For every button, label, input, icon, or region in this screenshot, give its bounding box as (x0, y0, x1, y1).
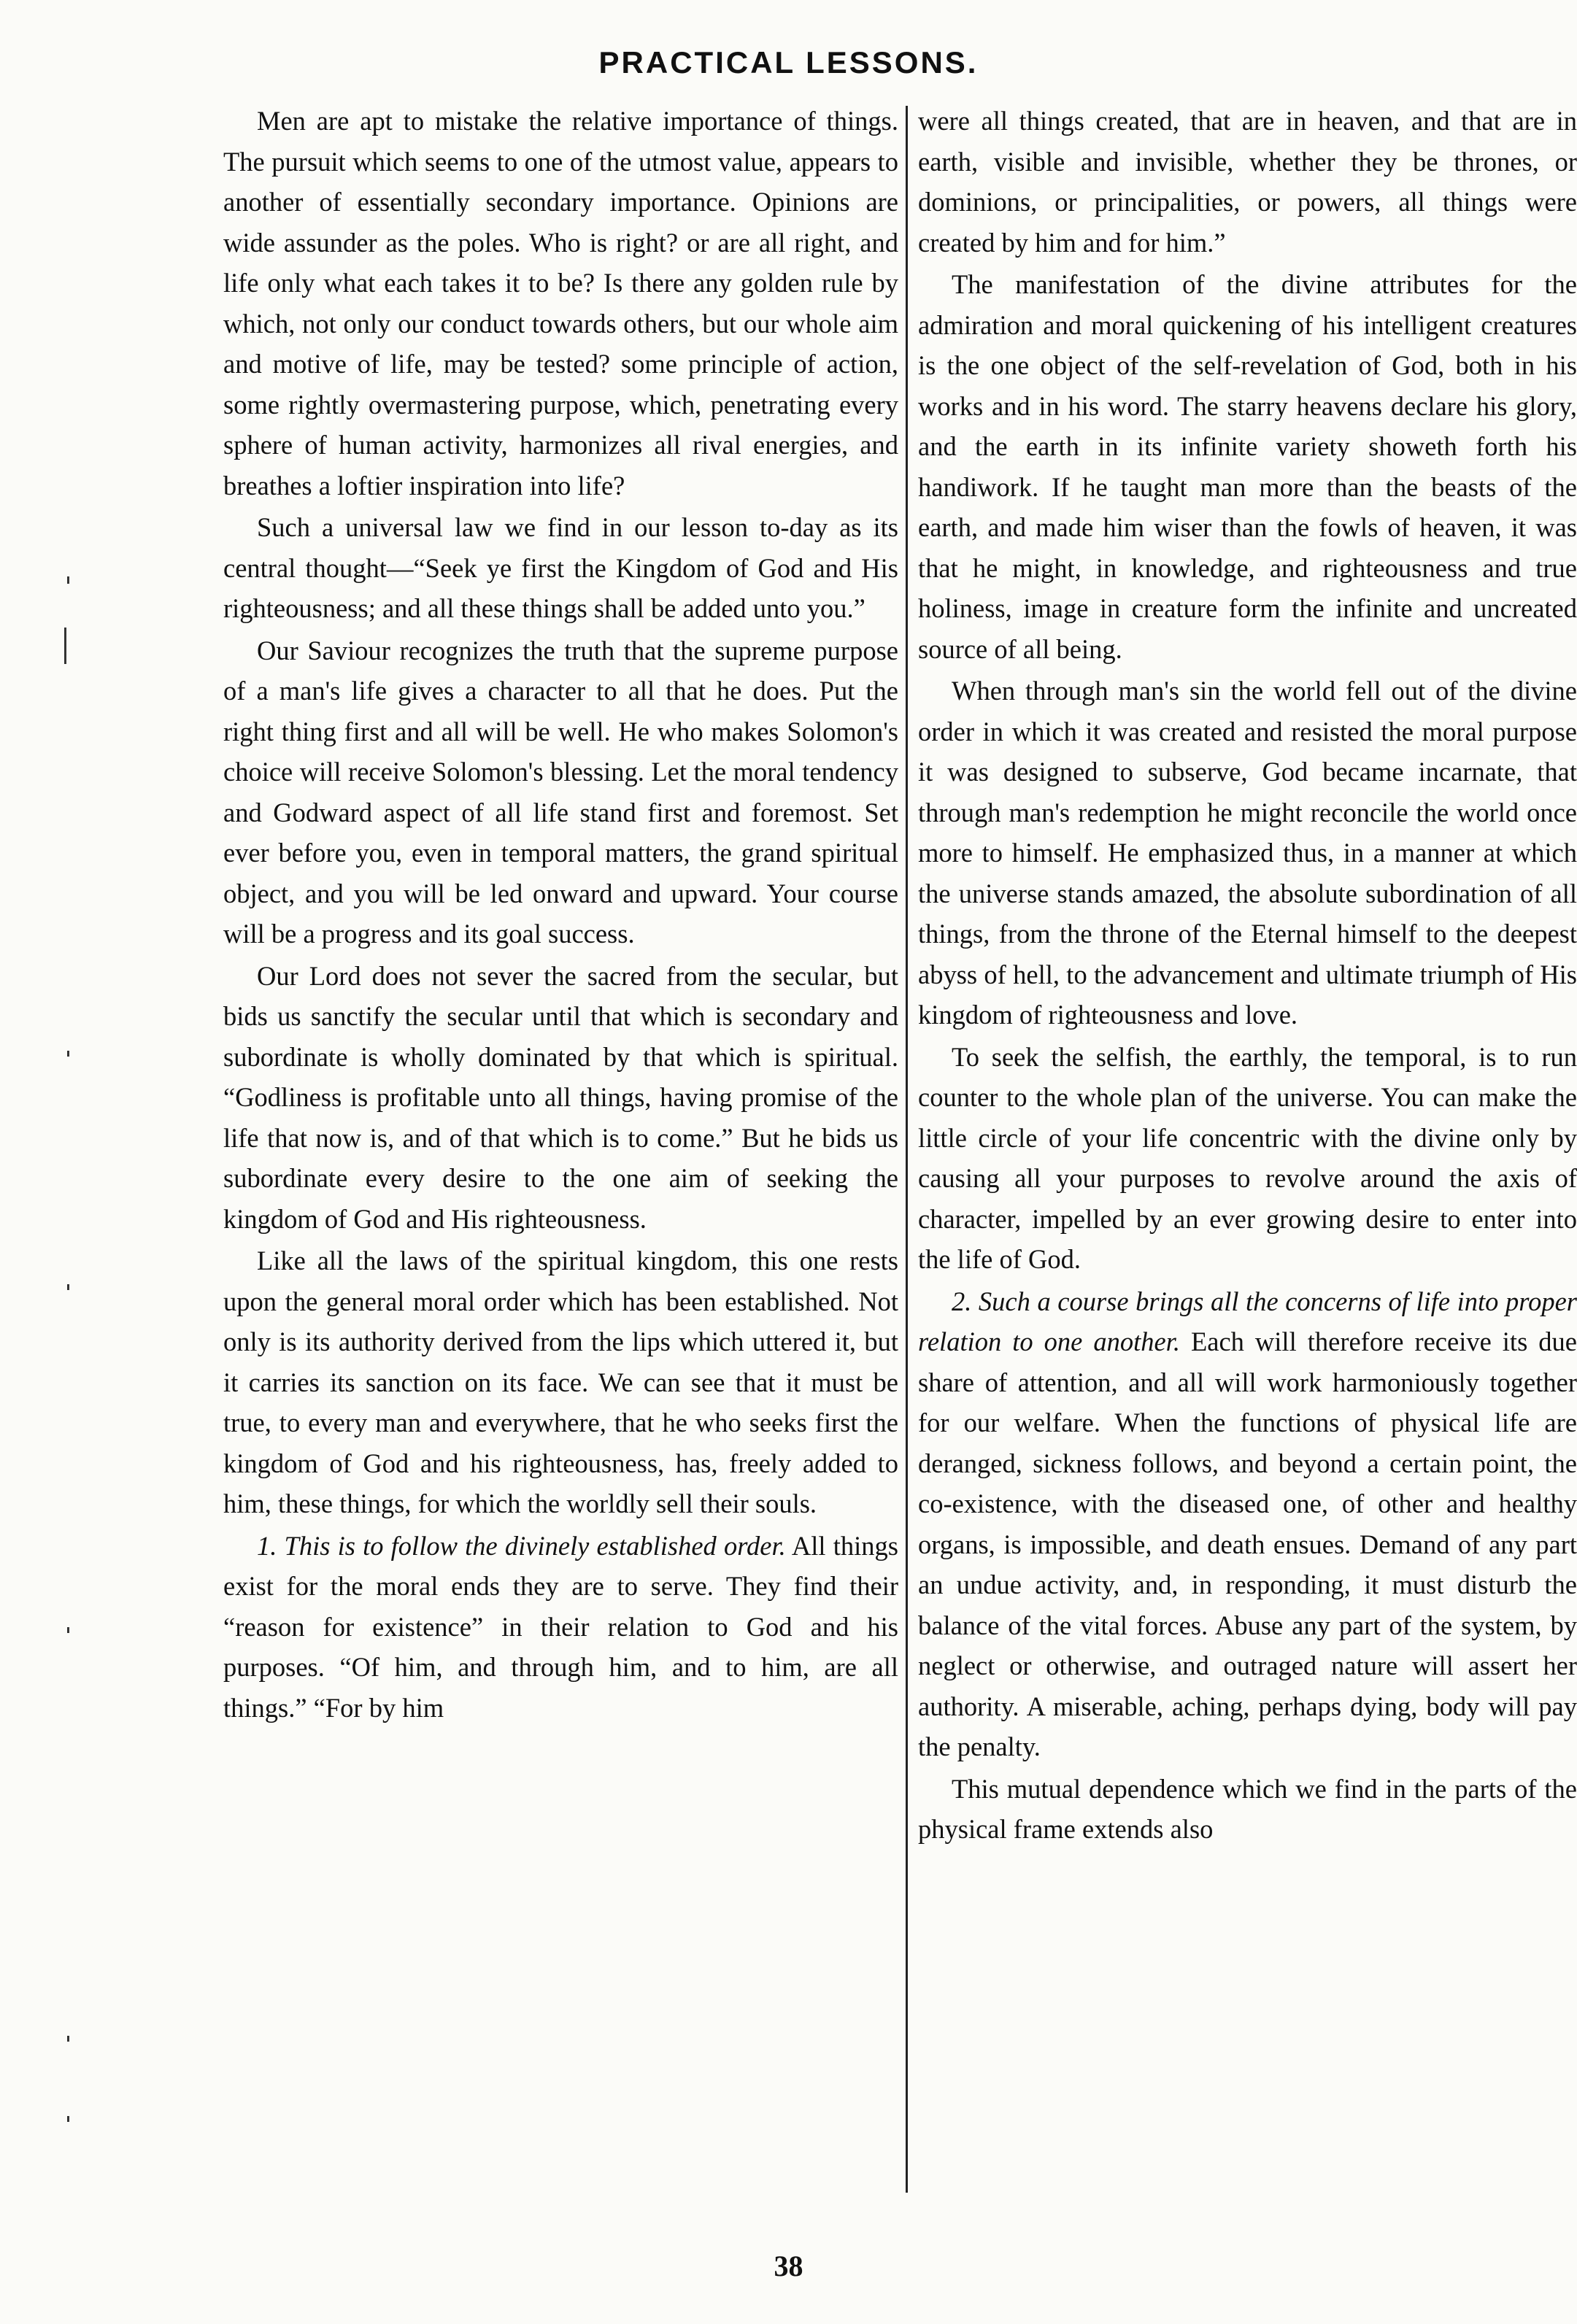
scan-speck (67, 1051, 69, 1057)
numbered-paragraph (918, 1281, 1577, 1767)
right-column (918, 101, 1577, 2189)
scan-speck (67, 2116, 69, 2122)
numbered-paragraph (223, 1526, 898, 1729)
paragraph: When through man's sin the world fell out of the divine order in which it was created and resisted the moral purpose it was designed to subserve, God became incarnate, that through man's redemption he might reconcile the world once more to himself. He emphasized thus, in a manner at which the universe stands amazed, the absolute subordination of all things, from the throne of the Eternal himself to the deepest abyss of hell, to the advancement and ultimate triumph of His kingdom of righteousness and love. (918, 676, 1577, 1030)
scan-speck (67, 1284, 69, 1290)
column-divider (906, 106, 908, 2193)
left-column (223, 101, 898, 2189)
paragraph: Our Lord does not sever the sacred from the secular, but bids us sanctify the secular until that which is secondary and subordinate is wholly dominated by that which is spiritual. “Godliness is profitable unto all things, having promise of the life that now is, and of that which is to come.” But he bids us subordinate every desire to the one aim of seeking the kingdom of God and His righteousness. (223, 960, 898, 1234)
numbered-heading: 2. Such a course brings all the concerns of life into proper relation to one another. (918, 1286, 1577, 1356)
paragraph: This mutual dependence which we find in the parts of the physical frame extends also (918, 1773, 1577, 1844)
paragraph: Men are apt to mistake the relative importance of things. The pursuit which seems to one of the utmost value, appears to another of essentially secondary importance. Opinions are wide assunder as the poles. Who is right? or are all right, and life only what each takes it to be? Is there any golden rule by which, not only our conduct towards others, but our whole aim and motive of life, may be tested? some principle of action, some rightly overmastering purpose, which, penetrating every sphere of human activity, harmonizes all rival energies, and breathes a loftier inspiration into life? (223, 106, 898, 501)
numbered-body: All things exist for the moral ends they are to serve. They find their “reason for existence” in their relation to God and his purposes. “Of him, and through him, and to him, are all things.” “For by him (223, 1530, 898, 1723)
page-header: PRACTICAL LESSONS. (598, 45, 979, 80)
numbered-heading: 1. This is to follow the divinely established order. (257, 1530, 786, 1561)
paragraph: The manifestation of the divine attributes for the admiration and moral quickening of his intelligent creatures is the one object of the self-revelation of God, both in his works and in his word. The starry heavens declare his glory, and the earth in its infinite variety showeth forth his handiwork. If he taught man more than the beasts of the earth, and made him wiser than the fowls of heaven, it was that he might, in knowledge, and righteousness and true holiness, image in creature form the infinite and uncreated source of all being. (918, 269, 1577, 664)
paragraph: To seek the selfish, the earthly, the temporal, is to run counter to the whole plan of the universe. You can make the little circle of your life concentric with the divine only by causing all your purposes to revolve around the axis of character, impelled by an ever growing desire to enter into the life of God. (918, 1041, 1577, 1274)
scan-speck (64, 628, 66, 664)
scan-speck (67, 2036, 69, 2042)
numbered-body: Each will therefore receive its due share of attention, and all will work harmoniously together for our welfare. When the functions of physical life are deranged, sickness follows, and beyond a certain point, the co-existence, with the diseased one, of other and healthy organs, is impossible, and death ensues. Demand of any part an undue activity, and, in responding, it must disturb the balance of the vital forces. Abuse any part of the system, by neglect or otherwise, and outraged nature will assert her authority. A miserable, aching, perhaps dying, body will pay the penalty. (918, 1327, 1577, 1761)
paragraph: Such a universal law we find in our lesson to-day as its central thought—“Seek ye first the Kingdom of God and His righteousness; and all these things shall be added unto you.” (223, 512, 898, 623)
paragraph: Like all the laws of the spiritual kingdom, this one rests upon the general moral order which has been established. Not only is its authority derived from the lips which uttered it, but it carries its sanction on its face. We can see that it must be true, to every man and everywhere, that he who seeks first the kingdom of God and his righteousness, has, freely added to him, these things, for which the worldly sell their souls. (223, 1246, 898, 1518)
scan-speck (67, 576, 69, 584)
paragraph: were all things created, that are in heaven, and that are in earth, visible and invisible, whether they be thrones, or dominions, or principalities, or powers, all things were created by him and for him.” (918, 106, 1577, 258)
page-number: 38 (774, 2250, 803, 2282)
paragraph: Our Saviour recognizes the truth that the supreme purpose of a man's life gives a character to all that he does. Put the right thing first and all will be well. He who makes Solomon's choice will receive Solomon's blessing. Let the moral tendency and Godward aspect of all life stand first and foremost. Set ever before you, even in temporal matters, the grand spiritual object, and you will be led onward and upward. Your course will be a progress and its goal success. (223, 635, 898, 949)
scan-speck (67, 1627, 69, 1633)
